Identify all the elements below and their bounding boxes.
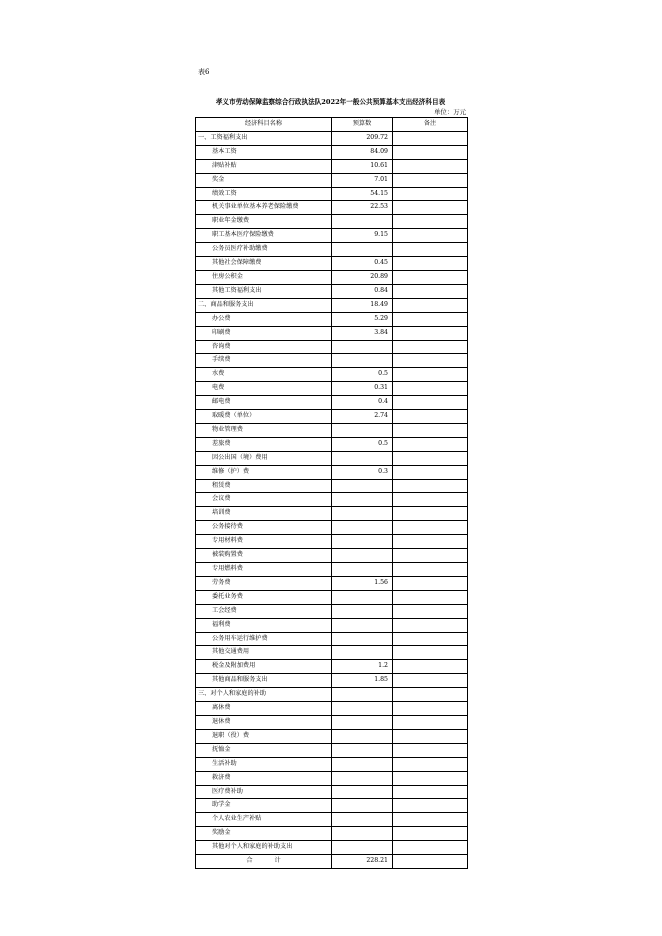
row-note	[393, 270, 468, 284]
row-item-name: 差旅费	[196, 437, 332, 451]
row-item-name: 会议费	[196, 493, 332, 507]
table-row	[196, 549, 468, 563]
row-note	[393, 187, 468, 201]
row-item-name: 医疗费补助	[196, 785, 332, 799]
row-item-name: 电费	[196, 382, 332, 396]
row-budget-value	[332, 243, 393, 257]
table-row	[196, 521, 468, 535]
row-item-name: 其他交通费用	[196, 646, 332, 660]
row-item-name: 因公出国（境）费用	[196, 451, 332, 465]
row-note	[393, 604, 468, 618]
row-note	[393, 576, 468, 590]
row-budget-value: 0.4	[332, 396, 393, 410]
row-item-name: 三、对个人和家庭的补助	[196, 688, 332, 702]
table-row	[196, 771, 468, 785]
table-row	[196, 159, 468, 173]
row-budget-value	[332, 507, 393, 521]
row-item-name: 培训费	[196, 507, 332, 521]
row-note	[393, 368, 468, 382]
row-item-name: 二、商品和服务支出	[196, 298, 332, 312]
table-row	[196, 590, 468, 604]
row-note	[393, 340, 468, 354]
row-item-name: 津贴补贴	[196, 159, 332, 173]
row-item-name: 其他商品和服务支出	[196, 674, 332, 688]
row-note	[393, 688, 468, 702]
table-row	[196, 493, 468, 507]
row-budget-value	[332, 799, 393, 813]
row-note	[393, 284, 468, 298]
row-budget-value: 0.31	[332, 382, 393, 396]
row-item-name: 专用材料费	[196, 535, 332, 549]
header-name: 经济科目名称	[196, 118, 332, 132]
table-row	[196, 215, 468, 229]
row-budget-value: 0.5	[332, 368, 393, 382]
header-note: 备注	[393, 118, 468, 132]
row-budget-value: 1.56	[332, 576, 393, 590]
row-note	[393, 312, 468, 326]
table-row	[196, 145, 468, 159]
row-note	[393, 465, 468, 479]
row-note	[393, 243, 468, 257]
row-item-name: 被装购置费	[196, 549, 332, 563]
row-item-name: 奖金	[196, 173, 332, 187]
table-number-label: 表6	[198, 68, 210, 76]
table-row	[196, 785, 468, 799]
row-item-name: 一、工资福利支出	[196, 131, 332, 145]
table-row	[196, 715, 468, 729]
unit-label: 单位：万元	[434, 108, 466, 116]
table-row	[196, 688, 468, 702]
row-note	[393, 423, 468, 437]
document-title: 孝义市劳动保障监察综合行政执法队2022年一般公共预算基本支出经济科目表	[215, 98, 446, 106]
row-item-name: 助学金	[196, 799, 332, 813]
row-note	[393, 201, 468, 215]
row-item-name: 税金及附加费用	[196, 660, 332, 674]
table-row	[196, 396, 468, 410]
row-note	[393, 757, 468, 771]
total-note	[393, 855, 468, 869]
table-row	[196, 423, 468, 437]
row-note	[393, 173, 468, 187]
row-budget-value: 0.84	[332, 284, 393, 298]
row-note	[393, 715, 468, 729]
table-row	[196, 535, 468, 549]
row-budget-value	[332, 493, 393, 507]
row-note	[393, 841, 468, 855]
row-item-name: 工会经费	[196, 604, 332, 618]
row-item-name: 公务接待费	[196, 521, 332, 535]
row-budget-value	[332, 590, 393, 604]
row-budget-value	[332, 785, 393, 799]
row-budget-value: 2.74	[332, 410, 393, 424]
row-item-name: 办公费	[196, 312, 332, 326]
row-item-name: 维修（护）费	[196, 465, 332, 479]
row-budget-value	[332, 354, 393, 368]
row-note	[393, 632, 468, 646]
row-item-name: 福利费	[196, 618, 332, 632]
row-note	[393, 702, 468, 716]
row-item-name: 抚恤金	[196, 743, 332, 757]
table-row	[196, 257, 468, 271]
row-budget-value: 54.15	[332, 187, 393, 201]
row-item-name: 专用燃料费	[196, 563, 332, 577]
table-row	[196, 604, 468, 618]
total-label	[196, 855, 332, 869]
row-note	[393, 771, 468, 785]
row-note	[393, 618, 468, 632]
table-row	[196, 187, 468, 201]
table-row	[196, 201, 468, 215]
row-note	[393, 215, 468, 229]
row-note	[393, 785, 468, 799]
row-note	[393, 131, 468, 145]
row-item-name: 其他社会保障缴费	[196, 257, 332, 271]
table-row	[196, 729, 468, 743]
row-note	[393, 159, 468, 173]
row-item-name: 劳务费	[196, 576, 332, 590]
row-budget-value: 1.2	[332, 660, 393, 674]
row-item-name: 其他工资福利支出	[196, 284, 332, 298]
row-budget-value	[332, 646, 393, 660]
row-item-name: 取暖费（单位）	[196, 410, 332, 424]
row-budget-value: 84.09	[332, 145, 393, 159]
row-item-name: 公务员医疗补助缴费	[196, 243, 332, 257]
row-note	[393, 145, 468, 159]
row-budget-value	[332, 813, 393, 827]
row-budget-value: 10.61	[332, 159, 393, 173]
row-note	[393, 521, 468, 535]
row-budget-value	[332, 521, 393, 535]
row-budget-value	[332, 451, 393, 465]
row-budget-value	[332, 827, 393, 841]
table-row	[196, 827, 468, 841]
row-item-name: 基本工资	[196, 145, 332, 159]
row-budget-value	[332, 563, 393, 577]
row-note	[393, 451, 468, 465]
row-item-name: 离休费	[196, 702, 332, 716]
row-note	[393, 354, 468, 368]
row-budget-value	[332, 702, 393, 716]
row-note	[393, 563, 468, 577]
row-budget-value	[332, 618, 393, 632]
row-budget-value	[332, 549, 393, 563]
table-row	[196, 660, 468, 674]
row-budget-value	[332, 340, 393, 354]
row-item-name: 退职（役）费	[196, 729, 332, 743]
row-budget-value: 7.01	[332, 173, 393, 187]
row-note	[393, 674, 468, 688]
table-row	[196, 326, 468, 340]
row-item-name: 退休费	[196, 715, 332, 729]
row-budget-value	[332, 771, 393, 785]
total-row	[196, 855, 468, 869]
row-item-name: 邮电费	[196, 396, 332, 410]
row-note	[393, 549, 468, 563]
row-budget-value: 20.89	[332, 270, 393, 284]
header-budget: 预算数	[332, 118, 393, 132]
row-budget-value	[332, 479, 393, 493]
table-row	[196, 131, 468, 145]
row-note	[393, 660, 468, 674]
row-item-name: 印刷费	[196, 326, 332, 340]
row-note	[393, 590, 468, 604]
table-row	[196, 437, 468, 451]
row-note	[393, 507, 468, 521]
total-label-left: 合	[246, 857, 253, 865]
row-item-name: 咨询费	[196, 340, 332, 354]
row-note	[393, 729, 468, 743]
row-item-name: 公务用车运行维护费	[196, 632, 332, 646]
table-row	[196, 799, 468, 813]
table-row	[196, 702, 468, 716]
row-budget-value	[332, 688, 393, 702]
row-budget-value	[332, 715, 393, 729]
table-row	[196, 173, 468, 187]
table-row	[196, 507, 468, 521]
row-budget-value: 209.72	[332, 131, 393, 145]
row-note	[393, 382, 468, 396]
row-budget-value: 0.45	[332, 257, 393, 271]
row-budget-value	[332, 535, 393, 549]
row-budget-value	[332, 841, 393, 855]
row-item-name: 职业年金缴费	[196, 215, 332, 229]
table-row	[196, 354, 468, 368]
row-budget-value	[332, 743, 393, 757]
table-row	[196, 270, 468, 284]
table-header-row	[196, 118, 468, 132]
table-row	[196, 479, 468, 493]
row-budget-value	[332, 215, 393, 229]
total-label-right: 计	[274, 857, 281, 865]
table-row	[196, 284, 468, 298]
table-row	[196, 243, 468, 257]
row-budget-value	[332, 757, 393, 771]
row-item-name: 租赁费	[196, 479, 332, 493]
row-item-name: 委托业务费	[196, 590, 332, 604]
row-item-name: 水费	[196, 368, 332, 382]
row-budget-value	[332, 604, 393, 618]
table-row	[196, 576, 468, 590]
row-note	[393, 799, 468, 813]
row-budget-value: 1.85	[332, 674, 393, 688]
row-item-name: 手续费	[196, 354, 332, 368]
table-row	[196, 465, 468, 479]
table-row	[196, 451, 468, 465]
row-note	[393, 646, 468, 660]
row-budget-value	[332, 632, 393, 646]
row-note	[393, 396, 468, 410]
row-budget-value: 22.53	[332, 201, 393, 215]
table-row	[196, 410, 468, 424]
row-item-name: 住房公积金	[196, 270, 332, 284]
row-budget-value: 0.5	[332, 437, 393, 451]
row-item-name: 机关事业单位基本养老保险缴费	[196, 201, 332, 215]
row-note	[393, 743, 468, 757]
table-row	[196, 674, 468, 688]
row-note	[393, 298, 468, 312]
row-budget-value	[332, 423, 393, 437]
table-row	[196, 646, 468, 660]
table-row	[196, 298, 468, 312]
row-budget-value: 18.49	[332, 298, 393, 312]
row-note	[393, 813, 468, 827]
row-note	[393, 229, 468, 243]
row-item-name: 其他对个人和家庭的补助支出	[196, 841, 332, 855]
row-note	[393, 257, 468, 271]
row-budget-value: 0.3	[332, 465, 393, 479]
table-row	[196, 813, 468, 827]
row-note	[393, 535, 468, 549]
row-item-name: 生活补助	[196, 757, 332, 771]
row-note	[393, 493, 468, 507]
row-item-name: 救济费	[196, 771, 332, 785]
row-note	[393, 479, 468, 493]
table-row	[196, 368, 468, 382]
table-row	[196, 229, 468, 243]
row-budget-value	[332, 729, 393, 743]
table-row	[196, 618, 468, 632]
table-row	[196, 312, 468, 326]
row-note	[393, 326, 468, 340]
row-budget-value: 5.29	[332, 312, 393, 326]
row-item-name: 职工基本医疗保险缴费	[196, 229, 332, 243]
table-row	[196, 632, 468, 646]
budget-table	[195, 117, 468, 869]
table-row	[196, 757, 468, 771]
row-note	[393, 437, 468, 451]
row-note	[393, 827, 468, 841]
table-row	[196, 382, 468, 396]
row-budget-value: 3.84	[332, 326, 393, 340]
row-note	[393, 410, 468, 424]
table-row	[196, 841, 468, 855]
row-item-name: 奖励金	[196, 827, 332, 841]
table-row	[196, 743, 468, 757]
table-row	[196, 340, 468, 354]
row-item-name: 物业管理费	[196, 423, 332, 437]
row-item-name: 绩效工资	[196, 187, 332, 201]
total-budget: 228.21	[332, 855, 393, 869]
row-budget-value: 9.15	[332, 229, 393, 243]
table-row	[196, 563, 468, 577]
row-item-name: 个人农业生产补贴	[196, 813, 332, 827]
